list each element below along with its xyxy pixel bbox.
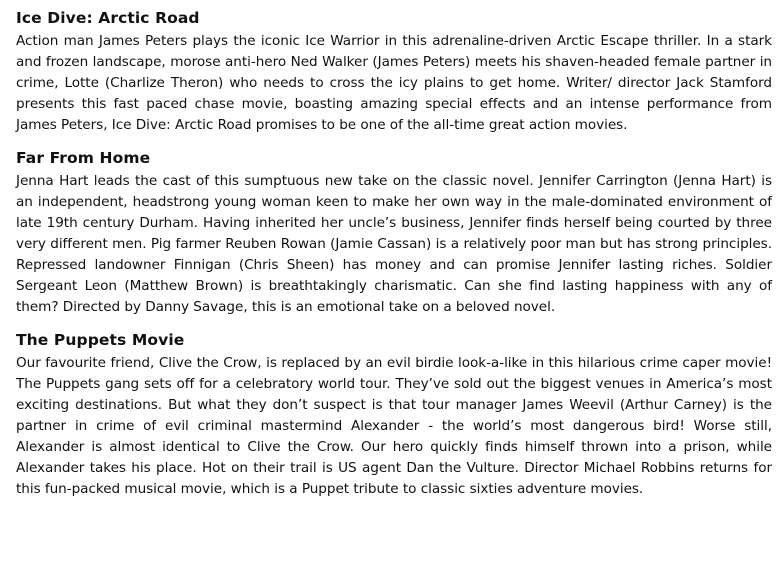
review-far-from-home (16, 146, 772, 318)
review-body: Jenna Hart leads the cast of this sumptuous new take on the classic novel. Jennifer Carrington (Jenna Hart) is an independent, headstrong young woman keen to make her own way in the male-dominated environment of late 19th century Durham. Having inherited her uncle’s business, Jennifer finds herself being courted by three very different men. Pig farmer Reuben Rowan (Jamie Cassan) is a relatively poor man but has strong principles. Repressed landowner Finnigan (Chris Sheen) has money and can promise Jennifer lasting riches. Soldier Sergeant Leon (Matthew Brown) is breathtakingly charismatic. Can she find lasting happiness with any of them? Directed by Danny Savage, this is an emotional take on a beloved novel. (16, 173, 772, 315)
review-title: The Puppets Movie (16, 331, 185, 349)
movie-reviews-page (16, 6, 772, 500)
review-title: Ice Dive: Arctic Road (16, 9, 200, 27)
review-title: Far From Home (16, 149, 151, 167)
review-puppets-movie (16, 328, 772, 500)
review-body: Action man James Peters plays the iconic Ice Warrior in this adrenaline-driven Arctic Escape thriller. In a stark and frozen landscape, morose anti-hero Ned Walker (James Peters) meets his shaven-headed female partner in crime, Lotte (Charlize Theron) who needs to cross the icy plains to get home. Writer/ director Jack Stamford presents this fast paced chase movie, boasting amazing special effects and an intense performance from James Peters, Ice Dive: Arctic Road promises to be one of the all-time great action movies. (16, 33, 772, 133)
review-body: Our favourite friend, Clive the Crow, is replaced by an evil birdie look-a-like in this hilarious crime caper movie! The Puppets gang sets off for a celebratory world tour. They’ve sold out the biggest venues in America’s most exciting destinations. But what they don’t suspect is that tour manager James Weevil (Arthur Carney) is the partner in crime of evil criminal mastermind Alexander - the world’s most dangerous bird! Worse still, Alexander is almost identical to Clive the Crow. Our hero quickly finds himself thrown into a prison, while Alexander takes his place. Hot on their trail is US agent Dan the Vulture. Director Michael Robbins returns for this fun-packed musical movie, which is a Puppet tribute to classic sixties adventure movies. (16, 355, 772, 497)
review-ice-dive (16, 6, 772, 136)
